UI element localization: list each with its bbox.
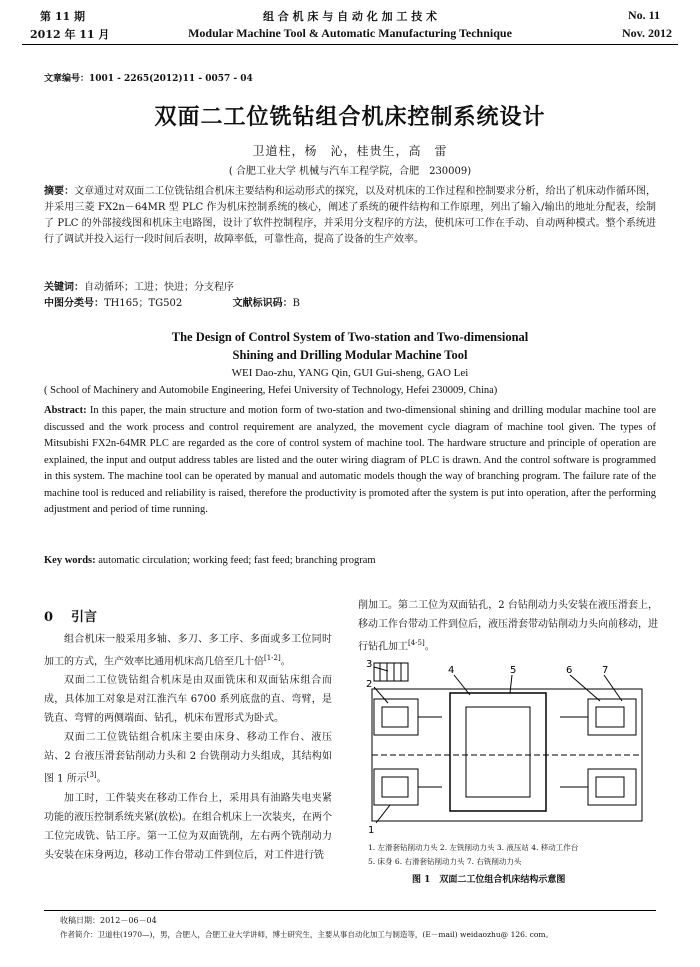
header-rule xyxy=(22,44,678,45)
keywords-en xyxy=(44,553,656,570)
abstract-cn-label: 摘要： xyxy=(44,186,75,197)
header-issue-en: No. 11 xyxy=(627,8,660,22)
affiliation-cn: ( 合肥工业大学 机械与汽车工程学院，合肥 230009) xyxy=(228,166,472,177)
fig-label: 5 xyxy=(510,665,517,676)
left-milling-head xyxy=(374,699,418,735)
abstract-cn-text: 文章通过对双面二工位铣钻组合机床主要结构和运动形式的探究，以及对机床的工作过程和控制要求分析，给出了机床动作循环图，并采用三菱 FX2n－64MR 型 PLC 作为机床控制系统的核心，阐述了系统的硬件结构和工作原理，列出了输入/输出的地址分配表，绘制了 PLC 的外部接线图和机床主电路图，设计了软件控制程序，并采用分支程序的方法，使机床可工作在手动、自动两种模式。整个系统进行了调试并投入运行一段时间后表明，故障率低，可靠性高，提高了设备的生产效率。 xyxy=(44,186,657,245)
figure-1-diagram xyxy=(360,655,660,835)
left-column xyxy=(44,630,332,865)
authors-cn: 卫道柱，杨 沁，桂贵生，高 雷 xyxy=(252,144,448,158)
abstract-en xyxy=(44,403,656,519)
doc-code-label: 文献标识码： xyxy=(232,298,293,309)
class-no-text: TH165；TG502 xyxy=(104,298,183,309)
citation: [3] xyxy=(86,771,97,780)
paragraph-5: 削加工。第二工位为双面钻孔，2 台钻削动力头安装在液压滑套上，移动工作台带动工件到位后，液压滑套带动钻削动力头向前移动，进行钻孔加工[4-5]。 xyxy=(358,600,658,653)
figure-caption: 图 1 双面二工位组合机床结构示意图 xyxy=(412,875,566,885)
citation: [1-2] xyxy=(264,654,281,662)
right-drilling-head xyxy=(588,699,636,735)
article-number: 文章编号：1001 - 2265(2012)11 - 0057 - 04 xyxy=(44,74,253,84)
section-heading xyxy=(44,606,97,625)
keywords-cn-label: 关键词： xyxy=(44,282,84,293)
keywords-en-label: Key words: xyxy=(44,555,96,566)
abstract-cn xyxy=(44,184,656,248)
doc-code-text: B xyxy=(292,298,300,309)
right-milling-head xyxy=(588,769,636,805)
header-date-en: Nov. 2012 xyxy=(621,26,672,40)
section-number: 0 xyxy=(44,610,54,625)
classification xyxy=(44,296,656,312)
figure-legend-1: 1. 左滑套钻削动力头 2. 左铣削动力头 3. 液压站 4. 移动工作台 xyxy=(368,843,579,852)
fig-label: 3 xyxy=(366,659,373,670)
header-journal-cn: 组 合 机 床 与 自 动 化 加 工 技 术 xyxy=(262,10,438,23)
fig-label: 4 xyxy=(448,665,455,676)
keywords-cn-text: 自动循环；工进；快进；分支程序 xyxy=(84,282,234,293)
moving-worktable xyxy=(450,693,546,811)
affiliation-en: ( School of Machinery and Automobile Engineering, Hefei University of Technology, Hefei 230009, China) xyxy=(44,385,498,396)
title-en-line2: Shining and Drilling Modular Machine Tool xyxy=(232,348,468,362)
hydraulic-station xyxy=(374,663,408,681)
section-title: 引言 xyxy=(71,610,98,625)
fig-label: 1 xyxy=(368,825,375,835)
citation: [4-5] xyxy=(408,639,425,647)
received-date: 收稿日期：2012－06－04 xyxy=(60,916,157,925)
author-intro: 作者简介：卫道柱(1970—)，男，合肥人，合肥工业大学讲师，博士研究生，主要从事自动化加工与制造等，(E－mail) weidaozhu@ 126. com。 xyxy=(60,930,553,939)
authors-en: WEI Dao-zhu, YANG Qin, GUI Gui-sheng, GAO Lei xyxy=(231,367,469,379)
fig-label: 2 xyxy=(366,679,373,690)
keywords-en-text: automatic circulation; working feed; fast feed; branching program xyxy=(95,555,376,566)
header-journal-en: Modular Machine Tool & Automatic Manufacturing Technique xyxy=(188,26,512,40)
keywords-cn xyxy=(44,280,656,296)
header-issue-cn: 第 11 期 xyxy=(40,10,85,23)
footer-rule xyxy=(44,910,656,911)
class-no-label: 中图分类号： xyxy=(44,298,104,309)
title-en-line1: The Design of Control System of Two-station and Two-dimensional xyxy=(171,330,529,344)
paragraph-4: 加工时，工件装夹在移动工作台上，采用具有油路失电夹紧功能的液压控制系统夹紧(放松)。在组合机床上一次装夹，在两个工位完成铣、钻工序。第一工位为双面铣削，左右两个铣削动力头安装在床身两边，移动工作台带动工件到位后，对工件进行铣 xyxy=(44,792,332,861)
paragraph-1: 组合机床一般采用多轴、多刀、多工序、多面或多工位同时加工的方式，生产效率比通用机床高几倍至几十倍[1-2]。 xyxy=(44,634,332,668)
page-title: 双面二工位铣钻组合机床控制系统设计 xyxy=(154,104,546,130)
abstract-en-text: In this paper, the main structure and motion form of two-station and two-dimensional shining and drilling modular machine tool are discussed and the work process and control requirement are analyzed, the movement cycle diagram of machine tool given. The types of Mitsubishi FX2n-64MR PLC are regarded as the core of control system of machine tool. The hardware structure and principle of operation are explained, the input and output address tables are listed and the outer wiring diagram of PLC is drawn. And the control software is programmed in this system. The machine tool can be operated by manual and automatic models though the way of branching program. The failure rate of the machine tool is reduced and reliability is raised, therefore the productivity is promoted after the system is put into operation, after the performing adjustment and period of time running. xyxy=(44,405,656,515)
header-date-cn: 2012 年 11 月 xyxy=(30,28,110,41)
paragraph-2: 双面二工位铣钻组合机床是由双面铣床和双面钻床组合而成，具体加工对象是对江淮汽车 6700 系列底盘的直、弯臂，是铣直、弯臂的两侧端面、钻孔，机床布置形式为卧式。 xyxy=(44,675,332,725)
fig-label: 7 xyxy=(602,665,609,676)
left-drilling-head xyxy=(374,769,418,805)
fig-label: 6 xyxy=(566,665,573,676)
right-column xyxy=(358,596,658,656)
figure-legend-2: 5. 床身 6. 右滑套钻削动力头 7. 右铣削动力头 xyxy=(368,857,522,866)
abstract-en-label: Abstract: xyxy=(44,405,87,416)
paragraph-3: 双面二工位铣钻组合机床主要由床身、移动工作台、液压站、2 台液压滑套钻削动力头和 2 台铣削动力头组成，其结构如图 1 所示[3]。 xyxy=(44,732,332,785)
